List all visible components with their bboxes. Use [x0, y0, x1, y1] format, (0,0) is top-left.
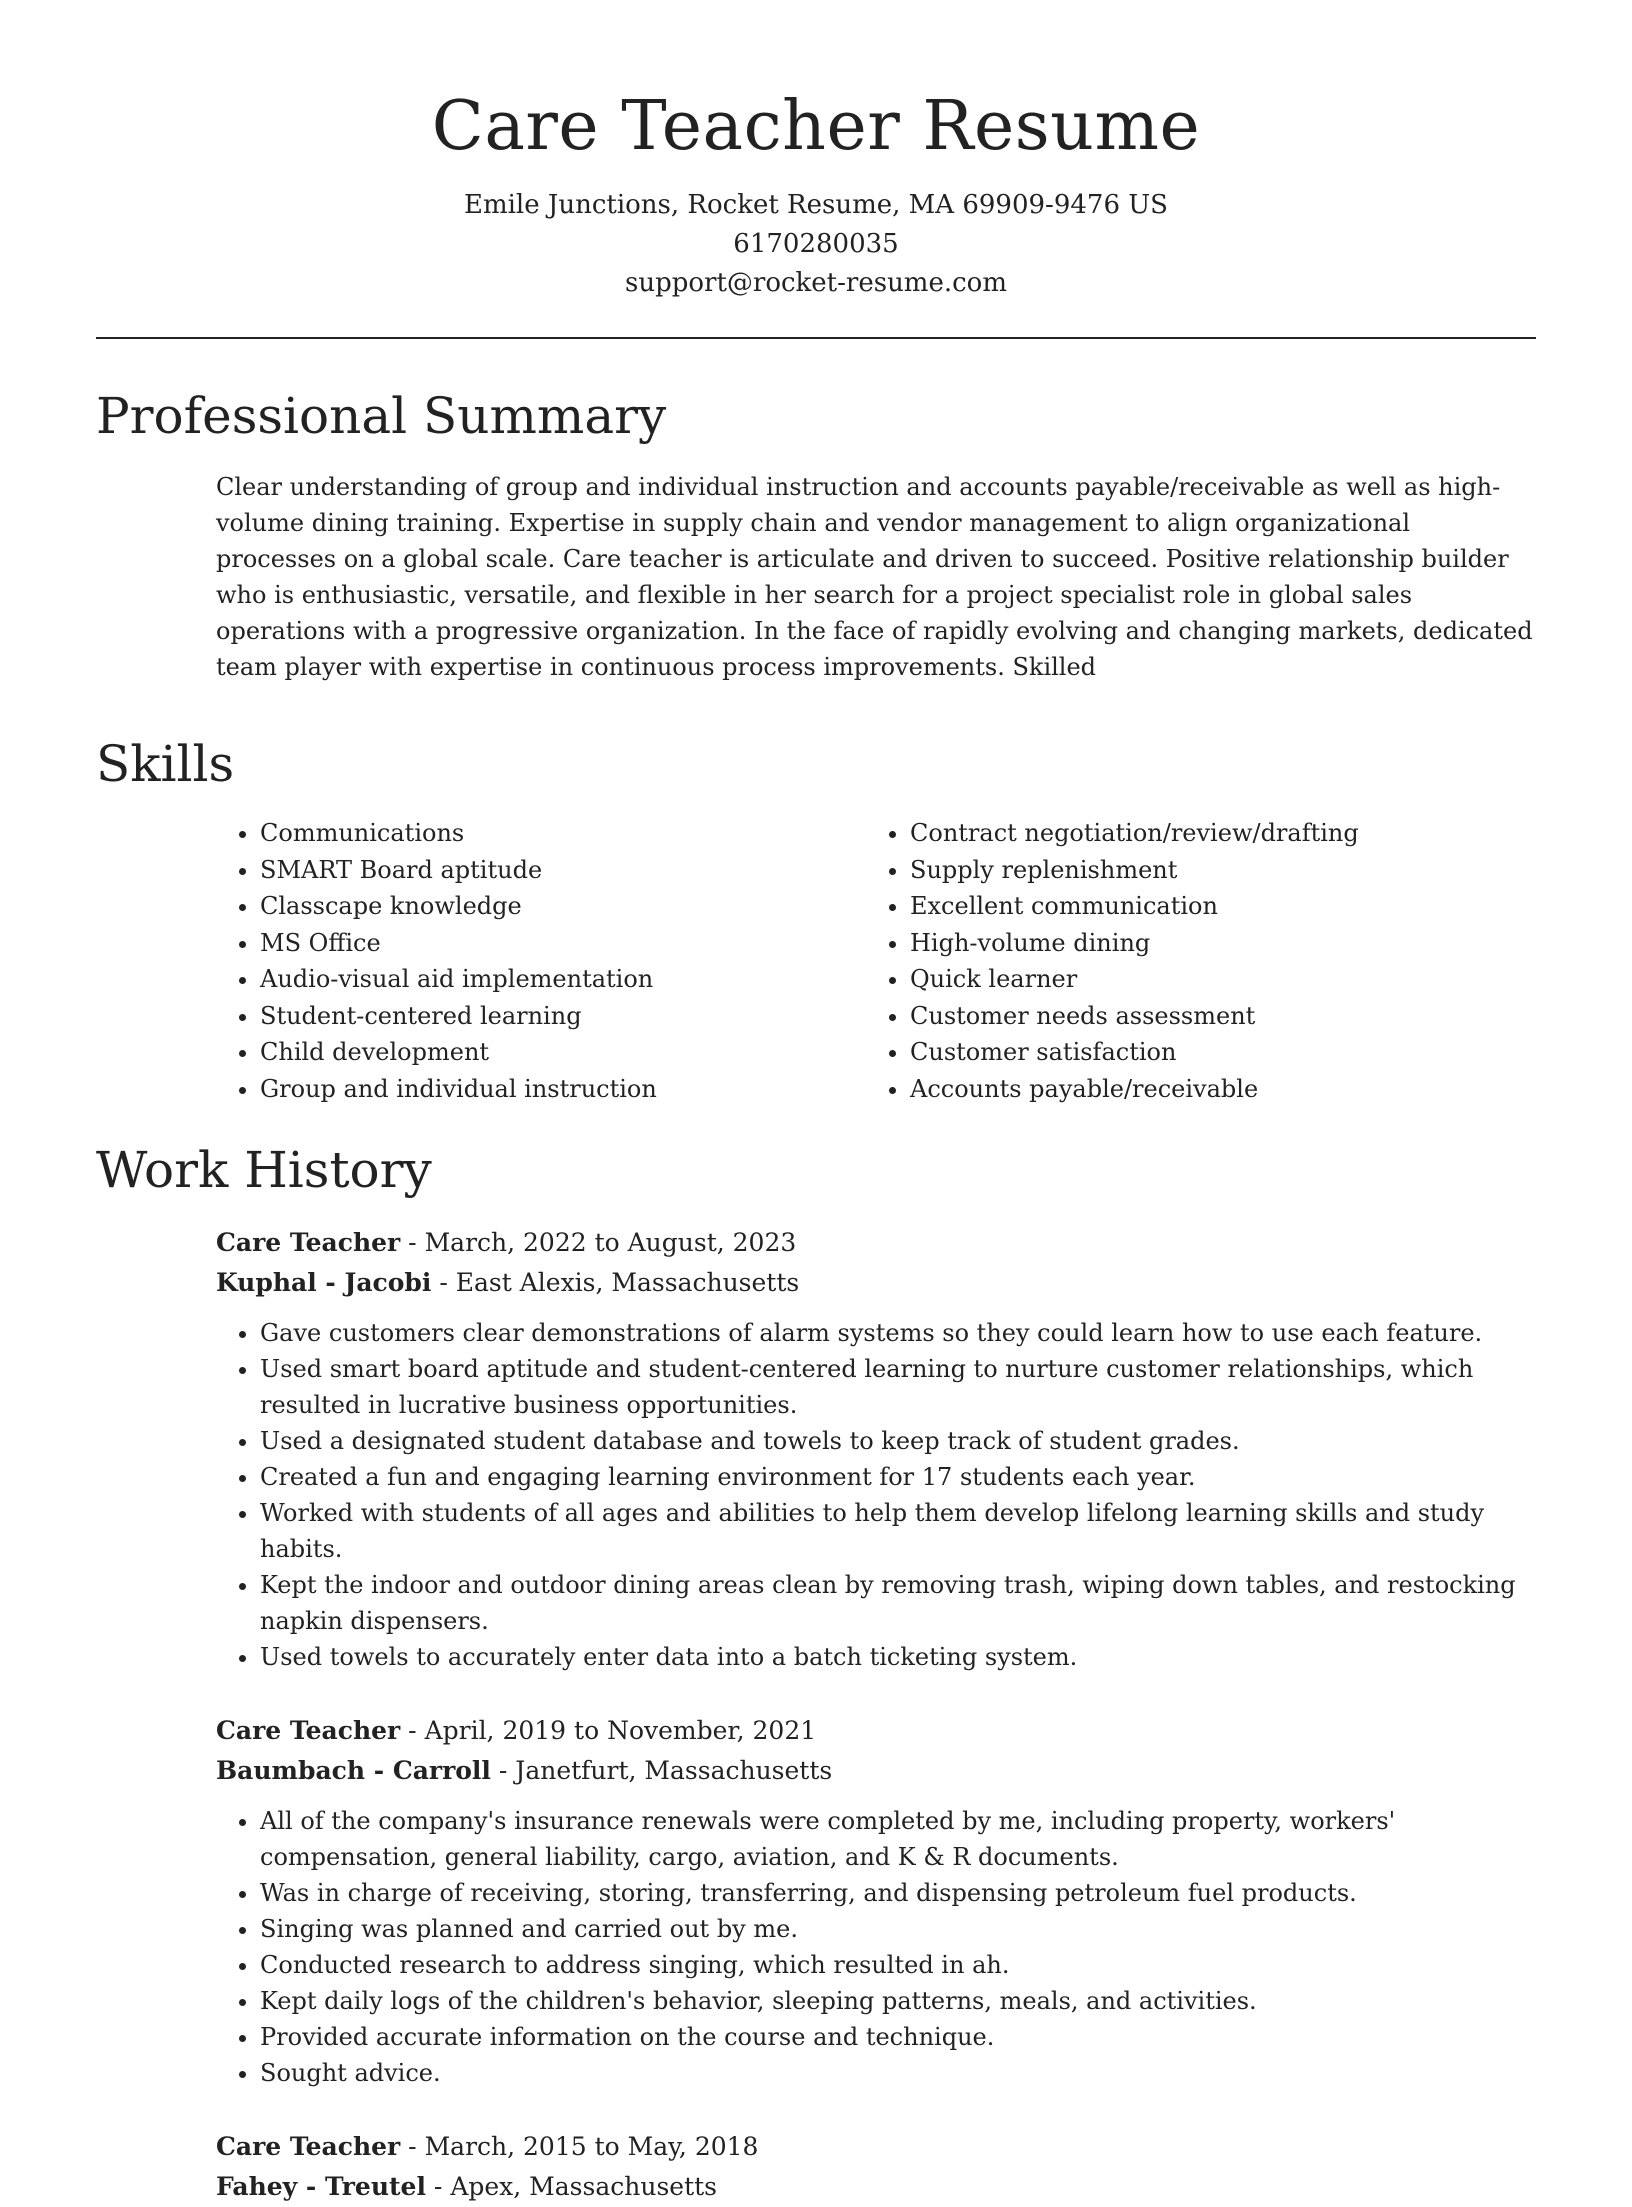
job-bullet: • Sought advice.	[260, 2055, 1536, 2091]
job-bullet: • Kept daily logs of the children's behavior, sleeping patterns, meals, and activities.	[260, 1983, 1536, 2019]
job-bullet: • Provided accurate information on the course and technique.	[260, 2019, 1536, 2055]
summary-text: Clear understanding of group and individual instruction and accounts payable/receivable as well as high-volume dining training. Expertise in supply chain and vendor management to align organizational processes on a global scale. Care teacher is articulate and driven to succeed. Positive relationship builder who is enthusiastic, versatile, and flexible in her search for a project specialist role in global sales operations with a progressive organization. In the face of rapidly evolving and changing markets, dedicated team player with expertise in continuous process improvements. Skilled	[216, 473, 1533, 681]
skill-item: • Customer satisfaction	[910, 1034, 1516, 1071]
section-heading-work: Work History	[96, 1141, 432, 1199]
skill-item: • High-volume dining	[910, 925, 1516, 962]
job-location: Janetfurt, Massachusetts	[515, 1756, 833, 1785]
job-bullet: • Used towels to accurately enter data into a batch ticketing system.	[260, 1639, 1536, 1675]
job-entry	[216, 1223, 1536, 1675]
contact-email: support@rocket-resume.com	[624, 268, 1007, 298]
section-heading-summary: Professional Summary	[96, 387, 667, 445]
job-bullet: • Worked with students of all ages and abilities to help them develop lifelong learning skills and study habits.	[260, 1495, 1536, 1567]
section-heading-skills: Skills	[96, 735, 235, 793]
job-bullet: • All of the company's insurance renewals were completed by me, including property, workers' compensation, general liability, cargo, aviation, and K & R documents.	[260, 1803, 1536, 1875]
job-bullet: • Singing was planned and carried out by me.	[260, 1911, 1536, 1947]
job-position: Care Teacher	[216, 1228, 401, 1257]
job-dates: March, 2022 to August, 2023	[424, 1228, 797, 1257]
job-position: Care Teacher	[216, 1716, 401, 1745]
job-employer: Kuphal - Jacobi	[216, 1268, 432, 1297]
job-bullet: • Used a designated student database and towels to keep track of student grades.	[260, 1423, 1536, 1459]
job-dates: April, 2019 to November, 2021	[424, 1716, 817, 1745]
job-bullet: • Conducted research to address singing, which resulted in ah.	[260, 1947, 1536, 1983]
job-title-line: Care Teacher - March, 2015 to May, 2018	[216, 2132, 759, 2161]
contact-address: Emile Junctions, Rocket Resume, MA 69909-9476 US	[463, 190, 1168, 220]
job-bullets	[216, 1803, 1536, 2091]
job-bullet: • Created a fun and engaging learning environment for 17 students each year.	[260, 1459, 1536, 1495]
skill-item: • Customer needs assessment	[910, 998, 1516, 1035]
job-employer-line: Kuphal - Jacobi - East Alexis, Massachusetts	[216, 1268, 800, 1297]
skills-grid	[216, 815, 1536, 1107]
job-dates: March, 2015 to May, 2018	[424, 2132, 759, 2161]
job-entry	[216, 2127, 1536, 2207]
job-employer-line: Baumbach - Carroll - Janetfurt, Massachusetts	[216, 1756, 833, 1785]
skills-column-right	[866, 815, 1516, 1107]
skill-item: • Student-centered learning	[260, 998, 866, 1035]
resume-header	[96, 0, 1536, 339]
job-bullet: • Was in charge of receiving, storing, transferring, and dispensing petroleum fuel products.	[260, 1875, 1536, 1911]
skill-item: • Quick learner	[910, 961, 1516, 998]
job-title-line: Care Teacher - April, 2019 to November, 2021	[216, 1716, 817, 1745]
job-entry	[216, 1711, 1536, 2091]
header-divider	[96, 337, 1536, 339]
job-employer-line: Fahey - Treutel - Apex, Massachusetts	[216, 2172, 717, 2201]
skill-item: • Supply replenishment	[910, 852, 1516, 889]
section-skills	[96, 731, 1536, 1107]
skill-item: • MS Office	[260, 925, 866, 962]
resume-title: Care Teacher Resume	[431, 87, 1201, 166]
skill-item: • Group and individual instruction	[260, 1071, 866, 1108]
job-employer: Baumbach - Carroll	[216, 1756, 491, 1785]
job-bullet: • Used smart board aptitude and student-centered learning to nurture customer relationships, which resulted in lucrative business opportunities.	[260, 1351, 1536, 1423]
skill-item: • Excellent communication	[910, 888, 1516, 925]
skill-item: • Communications	[260, 815, 866, 852]
job-location: East Alexis, Massachusetts	[455, 1268, 800, 1297]
job-location: Apex, Massachusetts	[450, 2172, 717, 2201]
skill-item: • Accounts payable/receivable	[910, 1071, 1516, 1108]
skill-item: • Child development	[260, 1034, 866, 1071]
skill-item: • Audio-visual aid implementation	[260, 961, 866, 998]
skills-column-left	[216, 815, 866, 1107]
job-bullet: • Gave customers clear demonstrations of alarm systems so they could learn how to use each feature.	[260, 1315, 1536, 1351]
skill-item: • SMART Board aptitude	[260, 852, 866, 889]
job-employer: Fahey - Treutel	[216, 2172, 426, 2201]
job-bullets	[216, 1315, 1536, 1675]
resume-page	[96, 0, 1536, 2207]
section-professional-summary	[96, 383, 1536, 685]
job-title-line: Care Teacher - March, 2022 to August, 2023	[216, 1228, 797, 1257]
job-bullet: • Kept the indoor and outdoor dining areas clean by removing trash, wiping down tables, and restocking napkin dispensers.	[260, 1567, 1536, 1639]
skill-item: • Classcape knowledge	[260, 888, 866, 925]
skill-item: • Contract negotiation/review/drafting	[910, 815, 1516, 852]
section-work-history	[96, 1137, 1536, 2207]
job-position: Care Teacher	[216, 2132, 401, 2161]
contact-phone: 6170280035	[733, 229, 899, 259]
contact-block	[96, 186, 1536, 303]
